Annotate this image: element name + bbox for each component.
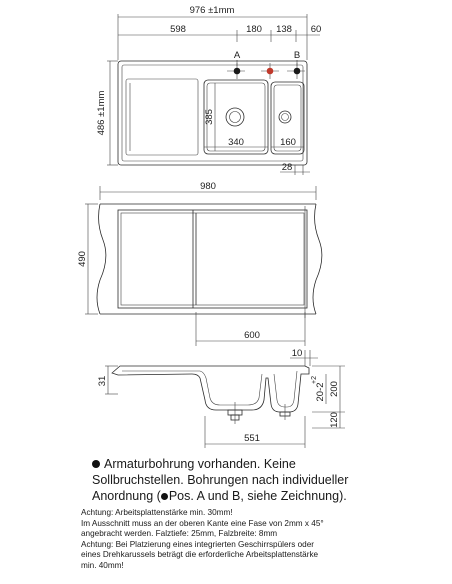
section-view xyxy=(97,348,345,448)
section-rim-label: 10 xyxy=(291,348,303,359)
installation-notes xyxy=(81,508,381,572)
section-depth-label: 200 xyxy=(329,381,340,397)
seg-138-label: 138 xyxy=(276,24,292,35)
offset-28-label: 28 xyxy=(281,162,293,173)
small-bowl-drain xyxy=(279,111,291,123)
label-a: A xyxy=(233,50,241,61)
note-text: Achtung: Arbeitsplattenstärke min. 30mm! xyxy=(81,508,233,517)
seg-180-label: 180 xyxy=(246,24,262,35)
cutout-depth-label: 490 xyxy=(77,251,88,267)
cutout-view xyxy=(77,181,322,346)
note-text: eines Drehkarussels beträgt die erforderliche Arbeitsplattenstärke xyxy=(81,550,319,560)
section-drainboard-label: 31 xyxy=(97,375,108,387)
note-text: Achtung: Bei Platzierung eines integrierten Geschirrspülers oder xyxy=(81,539,315,549)
note-line-1: Armaturbohrung vorhanden. Keine xyxy=(104,457,296,471)
bullet-icon xyxy=(92,460,100,468)
section-small-bowl-tol: +2 xyxy=(311,376,318,384)
section-bottom-label: 120 xyxy=(329,412,340,428)
bowl-small-width-label: 160 xyxy=(280,137,296,148)
overall-width-label: 976 ±1mm xyxy=(189,5,235,16)
note-line-3-pre: Anordnung ( xyxy=(92,489,161,503)
label-b: B xyxy=(293,50,301,61)
tap-hole-marked xyxy=(261,63,279,79)
section-small-bowl-label: 20-2 xyxy=(315,382,326,402)
seg-60-label: 60 xyxy=(310,24,322,35)
cutout xyxy=(118,210,307,308)
overall-depth-label: 486 ±1mm xyxy=(96,90,107,136)
cutout-width-label: 980 xyxy=(200,181,216,192)
tap-hole-note xyxy=(92,456,392,504)
bullet-icon xyxy=(161,493,168,500)
seg-598-label: 598 xyxy=(170,24,186,35)
drainboard xyxy=(126,79,198,155)
note-line-3-post: Pos. A und B, siehe Zeichnung). xyxy=(168,489,347,503)
note-text: angebracht werden. Falztiefe: 25mm, Falzbreite: 8mm xyxy=(81,529,278,539)
bowl-height-label: 385 xyxy=(204,109,215,125)
note-text: Im Ausschnitt muss an der oberen Kante eine Fase von 2mm x 45° xyxy=(81,518,324,528)
note-line-2: Sollbruchstellen. Bohrungen nach individueller xyxy=(92,473,349,487)
large-bowl-drain xyxy=(226,108,244,126)
bowl-large-width-label: 340 xyxy=(228,137,244,148)
top-view xyxy=(96,5,321,175)
note-text: min. 40mm! xyxy=(81,560,124,570)
cutout-inner-width-label: 600 xyxy=(244,330,260,341)
section-width-label: 551 xyxy=(244,433,260,444)
tap-hole-a xyxy=(227,63,245,79)
